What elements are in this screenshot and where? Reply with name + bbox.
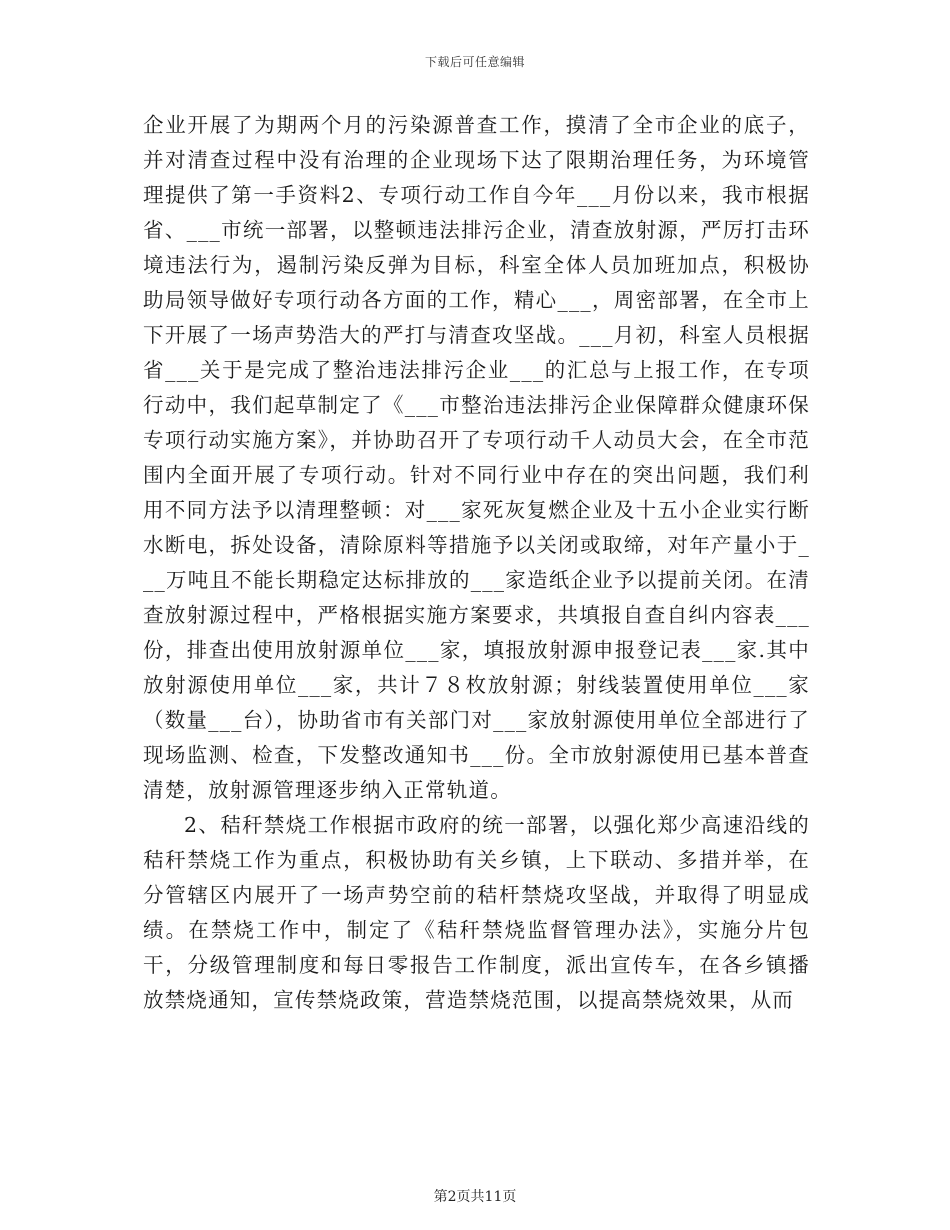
document-body — [143, 108, 810, 1018]
body-paragraph-2: 2、秸秆禁烧工作根据市政府的统一部署，以强化郑少高速沿线的秸秆禁烧工作为重点，积极协助有关乡镇，上下联动、多措并举，在分管辖区内展开了一场声势空前的秸杆禁烧攻坚战，并取得了明显成绩。在禁烧工作中，制定了《秸秆禁烧监督管理办法》，实施分片包干，分级管理制度和每日零报告工作制度，派出宣传车，在各乡镇播放禁烧通知，宣传禁烧政策，营造禁烧范围，以提高禁烧效果，从而 — [143, 813, 810, 1012]
page-header-note: 下载后可任意编辑 — [424, 55, 525, 69]
page-number-footer: 第2页共11页 — [433, 1189, 517, 1205]
body-paragraph-1: 企业开展了为期两个月的污染源普查工作，摸清了全市企业的底子，并对清查过程中没有治理的企业现场下达了限期治理任务，为环境管理提供了第一手资料2、专项行动工作自今年___月份以来，我市根据省、___市统一部署，以整顿违法排污企业，清查放射源，严厉打击环境违法行为，遏制污染反弹为目标，科室全体人员加班加点，积极协助局领导做好专项行动各方面的工作，精心___，周密部署，在全市上下开展了一场声势浩大的严打与清查攻坚战。___月初，科室人员根据省___关于是完成了整治违法排污企业___的汇总与上报工作，在专项行动中，我们起草制定了《___市整治违法排污企业保障群众健康环保专项行动实施方案》，并协助召开了专项行动千人动员大会，在全市范围内全面开展了专项行动。针对不同行业中存在的突出问题，我们利用不同方法予以清理整顿：对___家死灰复燃企业及十五小企业实行断水断电，拆处设备，清除原料等措施予以关闭或取缔，对年产量小于___万吨且不能长期稳定达标排放的___家造纸企业予以提前关闭。在清查放射源过程中，严格根据实施方案要求，共填报自查自纠内容表___份，排查出使用放射源单位___家，填报放射源申报登记表___家.其中放射源使用单位___家，共计７８枚放射源；射线装置使用单位___家（数量___台），协助省市有关部门对___家放射源使用单位全部进行了现场监测、检查，下发整改通知书___份。全市放射源使用已基本普查清楚，放射源管理逐步纳入正常轨道。 — [143, 113, 810, 802]
